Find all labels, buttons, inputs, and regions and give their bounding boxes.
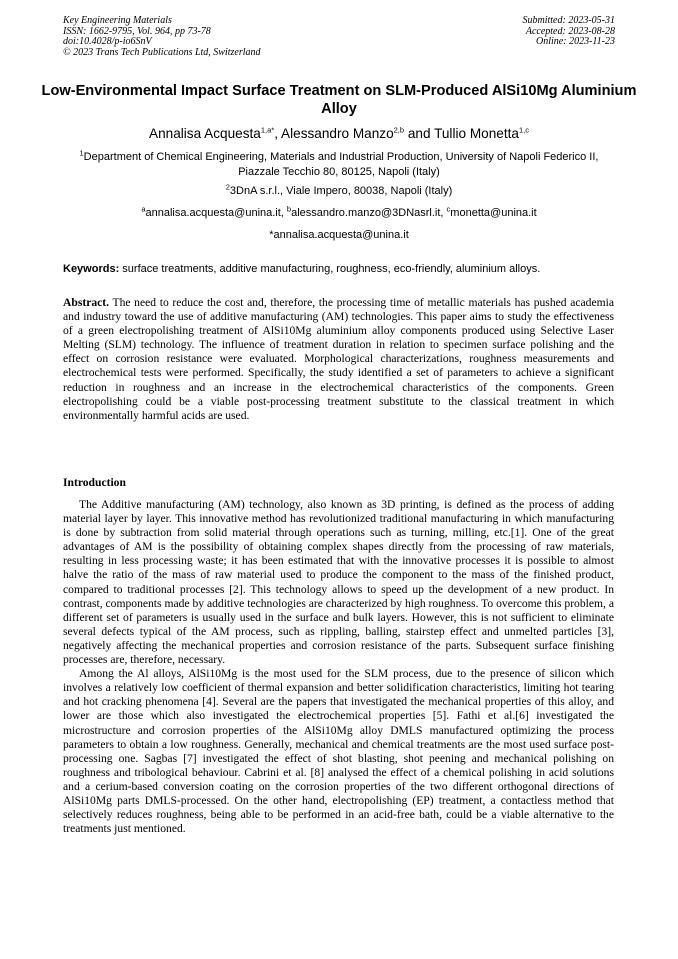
author-name: Alessandro Manzo — [281, 126, 394, 141]
email-superscript: c — [446, 204, 451, 214]
copyright-line: © 2023 Trans Tech Publications Ltd, Switzerland — [63, 46, 261, 58]
submitted-date: Submitted: 2023-05-31 — [522, 15, 615, 26]
email-address: annalisa.acquesta@unina.it, — [145, 207, 287, 219]
paragraph: The Additive manufacturing (AM) technology, also known as 3D printing, is defined as the process of adding material layer by layer. This innovative method has revolutionized traditional manufacturing in which manufacturing is done by subtraction from solid material through operations such as turning, milling, etc.[1]. One of the great advantages of AM is the possibility of obtaining complex shapes directly from the processing of raw materials, resulting in less processing waste; it has been estimated that with the innovative processes it is possible to almost halve the ratio of the mass of raw material used to produce the component to the mass of the finished product, compared to traditional processes [2]. This technology allows to speed up the development of a new product. In contrast, components made by additive technologies are characterized by high roughness. To overcome this problem, a different set of parameters is usually used in the surface and bulk layers. However, this is not sufficient to eliminate several defects typical of the AM process, such as rippling, balling, stairstep effect and unmelted particles [3], negatively affecting the mechanical properties and corrosion resistance of the parts. Subsequent surface finishing processes are, therefore, necessary. — [63, 498, 614, 667]
author-superscript: 1,a* — [260, 125, 275, 135]
author-name: Tullio Monetta — [434, 126, 519, 141]
email-superscript: b — [286, 204, 292, 214]
paragraph: Among the Al alloys, AlSi10Mg is the most used for the SLM process, due to the presence of silicon which involves a relatively low coefficient of thermal expansion and better solidification characteristics, limiting hot tearing and hot cracking phenomena [4]. Several are the papers that investigated the mechanical properties of this alloy, and lower are those which also investigated the electrochemical properties [5]. Fathi et al.[6] investigated the microstructure and corrosion properties of the AlSi10Mg alloy DMLS manufactured optimizing the process parameters to obtain a low roughness. Generally, mechanical and chemical treatments are the most used surface post-processing one. Sagbas [7] investigated the effect of shot blasting, shot peening and mechanical polishing on roughness and tribological behaviour. Cabrini et al. [8] analysed the effect of a chemical polishing in acid solutions and a cerium-based conversion coating on the corrosion properties of the two different orthogonal directions of AlSi10Mg parts DMLS-processed. On the other hand, electropolishing (EP) treatment, a contactless method that selectively reduces roughness, being able to be performed in an acid-free bath, could be a viable alternative to the treatments just mentioned. — [63, 667, 614, 836]
author-conjunction: and — [404, 126, 435, 141]
email-line — [60, 206, 618, 221]
introduction-body — [63, 498, 614, 836]
affiliation-2 — [60, 184, 618, 199]
affiliation-text: Department of Chemical Engineering, Materials and Industrial Production, University of Napoli Federico II, Piazzale Tecchio 80, 80125, Napoli (Italy) — [83, 151, 599, 178]
section-heading-introduction: Introduction — [63, 476, 126, 489]
paper-title: Low-Environmental Impact Surface Treatment on SLM-Produced AlSi10Mg Aluminium Alloy — [41, 83, 637, 117]
keywords-text: surface treatments, additive manufacturing, roughness, eco-friendly, aluminium alloys. — [119, 263, 541, 275]
author-name: Annalisa Acquesta — [149, 126, 261, 141]
abstract-label: Abstract. — [63, 296, 110, 309]
email-address: monetta@unina.it — [450, 207, 537, 219]
keywords-label: Keywords: — [63, 263, 120, 275]
author-separator: , — [274, 126, 282, 141]
journal-header — [63, 16, 261, 58]
keywords — [63, 262, 623, 276]
abstract-text: The need to reduce the cost and, therefore, the processing time of metallic materials has pushed academia and industry toward the use of additive manufacturing (AM) technologies. This paper aims to study the effectiveness of a green electropolishing treatment of AlSi10Mg aluminium alloy components produced using Selective Laser Melting (SLM) technology. The influence of treatment duration in relation to specimen surface polishing and the effect on corrosion resistance were evaluated. Morphological characterizations, roughness measurements and electrochemical tests were performed. Specifically, the study identified a set of parameters to achieve a significant reduction in roughness and an increase in the electrochemical characteristics of the components. Green electropolishing could be a viable post-processing treatment substitute to the classical treatment in which environmentally harmful acids are used. — [63, 296, 614, 422]
issn-line: ISSN: 1662-9795, Vol. 964, pp 73-78 — [63, 25, 211, 37]
corresponding-email: *annalisa.acquesta@unina.it — [269, 229, 409, 241]
affiliation-superscript: 2 — [225, 182, 230, 192]
accepted-date: Accepted: 2023-08-28 — [525, 25, 615, 37]
affiliation-superscript: 1 — [79, 148, 84, 158]
affiliation-text: 3DnA s.r.l., Viale Impero, 80038, Napoli (Italy) — [229, 185, 453, 197]
dates-header — [523, 16, 616, 48]
email-address: alessandro.manzo@3DNasrl.it, — [291, 207, 447, 219]
doi-line: doi:10.4028/p-io6SnV — [63, 36, 152, 48]
affiliation-1 — [60, 150, 618, 179]
author-superscript: 1,c — [518, 125, 529, 135]
author-superscript: 2,b — [393, 125, 405, 135]
journal-name: Key Engineering Materials — [63, 15, 172, 26]
email-superscript: a — [141, 204, 146, 214]
abstract — [63, 296, 614, 423]
author-list — [40, 125, 638, 143]
online-date: Online: 2023-11-23 — [536, 36, 615, 48]
